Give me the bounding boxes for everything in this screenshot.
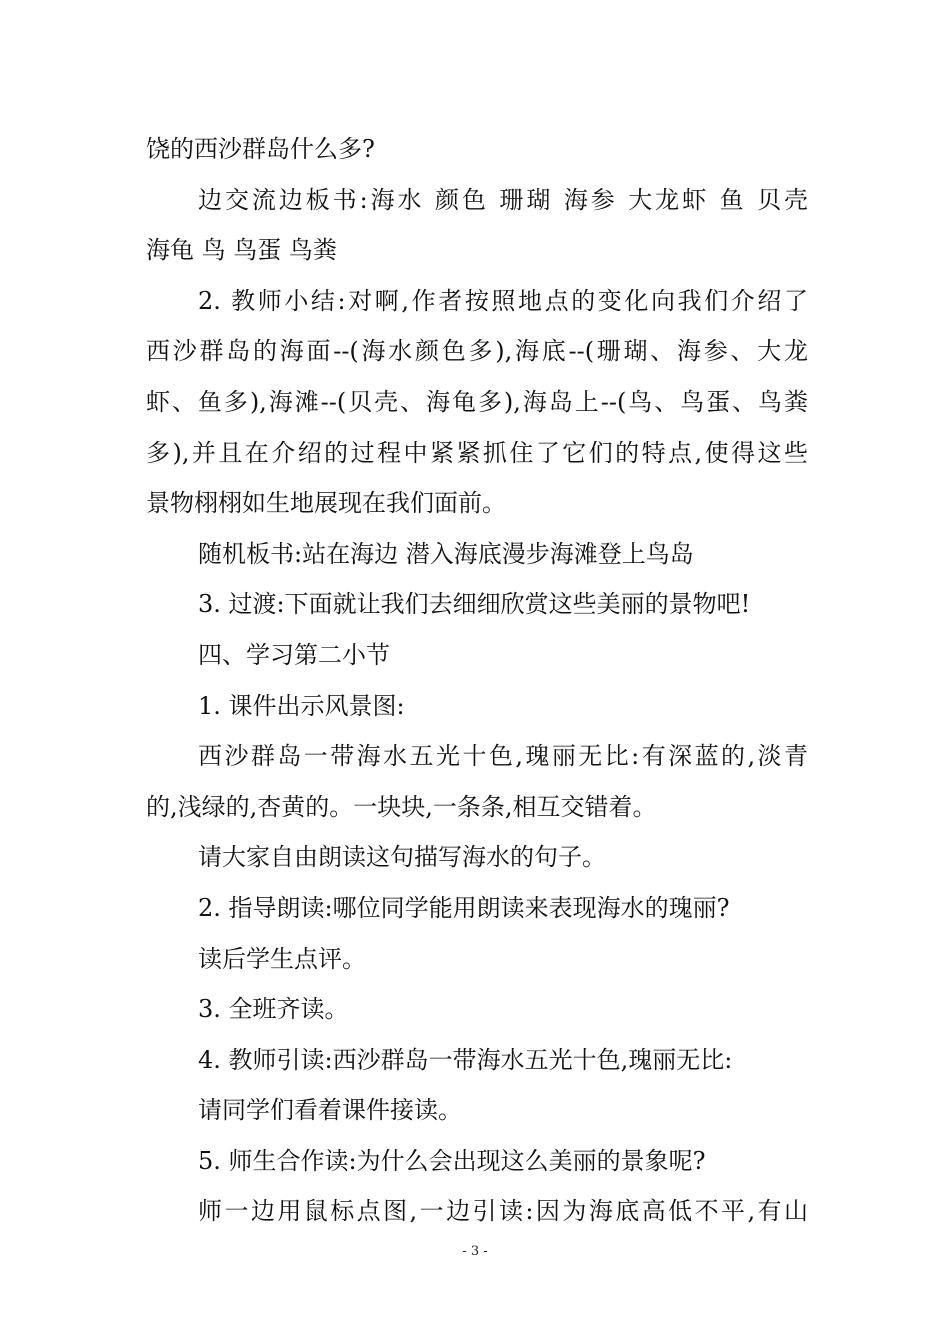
text-line: 请大家自由朗读这句描写海水的句子。	[198, 843, 606, 872]
text-line: 边交流边板书:海水 颜色 珊瑚 海参 大龙虾 鱼 贝壳	[198, 185, 808, 214]
text-line: 师一边用鼠标点图,一边引读:因为海底高低不平,有山	[198, 1197, 808, 1226]
text-line: 3. 全班齐读。	[198, 995, 349, 1024]
section-heading: 四、学习第二小节	[198, 640, 390, 669]
page-number: - 3 -	[462, 1244, 488, 1259]
text-line: 的,浅绿的,杏黄的。一块块,一条条,相互交错着。	[146, 792, 657, 821]
text-line: 西沙群岛的海面--(海水颜色多),海底--(珊瑚、海参、大龙	[146, 337, 808, 366]
text-line: 读后学生点评。	[198, 944, 366, 973]
text-line: 景物栩栩如生地展现在我们面前。	[146, 489, 506, 518]
text-line: 1. 课件出示风景图:	[198, 691, 405, 720]
text-line: 请同学们看着课件接读。	[198, 1096, 462, 1125]
text-line: 2. 指导朗读:哪位同学能用朗读来表现海水的瑰丽?	[198, 893, 730, 922]
document-body	[146, 124, 808, 1237]
text-line: 5. 师生合作读:为什么会出现这么美丽的景象呢?	[198, 1146, 706, 1175]
text-line: 2. 教师小结:对啊,作者按照地点的变化向我们介绍了	[198, 286, 808, 315]
text-line: 多),并且在介绍的过程中紧紧抓住了它们的特点,使得这些	[146, 438, 808, 467]
text-line: 3. 过渡:下面就让我们去细细欣赏这些美丽的景物吧!	[198, 590, 751, 619]
text-line: 4. 教师引读:西沙群岛一带海水五光十色,瑰丽无比:	[198, 1045, 733, 1074]
text-line: 海龟 鸟 鸟蛋 鸟粪	[146, 236, 337, 265]
text-line: 随机板书:站在海边 潜入海底漫步海滩登上鸟岛	[198, 539, 694, 568]
text-line: 饶的西沙群岛什么多?	[146, 135, 375, 163]
text-line: 虾、鱼多),海滩--(贝壳、海龟多),海岛上--(鸟、鸟蛋、鸟粪	[146, 387, 808, 416]
text-line: 西沙群岛一带海水五光十色,瑰丽无比:有深蓝的,淡青	[198, 742, 808, 771]
